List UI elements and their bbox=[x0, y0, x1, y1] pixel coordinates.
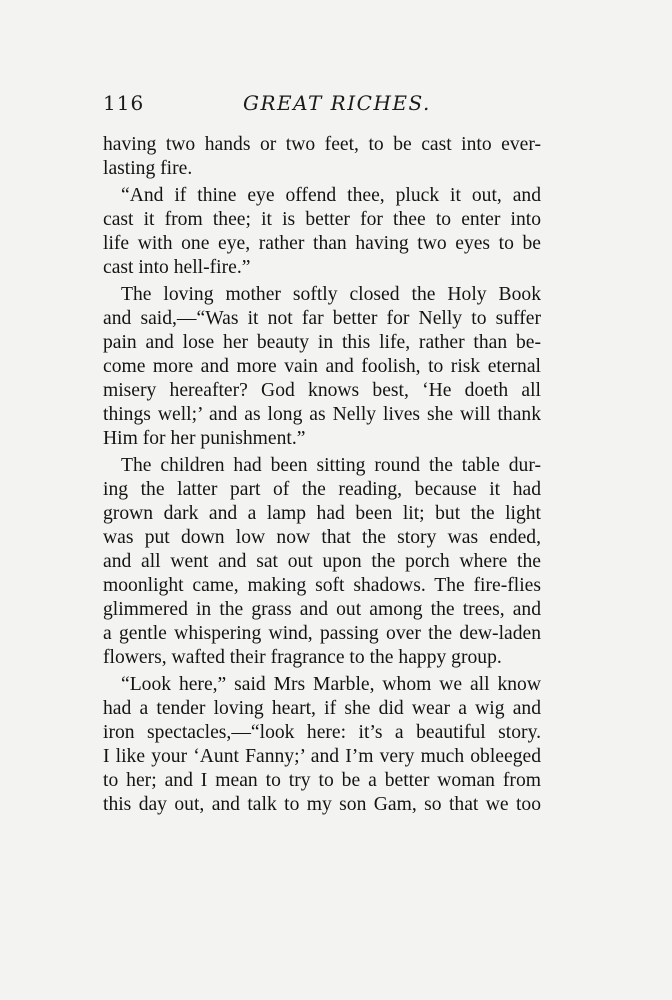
page-number: 116 bbox=[103, 91, 145, 115]
running-title: GREAT RICHES. bbox=[243, 91, 431, 115]
text-line: I like your ‘Aunt Fanny;’ and I’m very much obleeged bbox=[103, 746, 541, 767]
text-line: grown dark and a lamp had been lit; but the light bbox=[103, 503, 541, 524]
text-line: The children had been sitting round the table dur- bbox=[121, 455, 541, 476]
text-line: lasting fire. bbox=[103, 158, 193, 179]
text-line: come more and more vain and foolish, to risk eternal bbox=[103, 356, 541, 377]
text-line: “And if thine eye offend thee, pluck it out, and bbox=[121, 185, 541, 206]
text-line: to her; and I mean to try to be a better woman from bbox=[103, 770, 541, 791]
text-line: had a tender loving heart, if she did wear a wig and bbox=[103, 698, 541, 719]
text-line: cast into hell-fire.” bbox=[103, 257, 251, 278]
text-line: The loving mother softly closed the Holy Book bbox=[121, 284, 541, 305]
text-line: having two hands or two feet, to be cast into ever- bbox=[103, 134, 541, 155]
text-line: this day out, and talk to my son Gam, so that we too bbox=[103, 794, 541, 815]
text-line: ing the latter part of the reading, because it had bbox=[103, 479, 541, 500]
text-line: iron spectacles,—“look here: it’s a beautiful story. bbox=[103, 722, 541, 743]
text-line: was put down low now that the story was ended, bbox=[103, 527, 541, 548]
text-line: moonlight came, making soft shadows. The fire-flies bbox=[103, 575, 541, 596]
page-header bbox=[103, 91, 541, 121]
text-line: life with one eye, rather than having two eyes to be bbox=[103, 233, 541, 254]
text-line: Him for her punishment.” bbox=[103, 428, 306, 449]
text-line: glimmered in the grass and out among the trees, and bbox=[103, 599, 541, 620]
text-line: “Look here,” said Mrs Marble, whom we all know bbox=[121, 674, 541, 695]
text-line: cast it from thee; it is better for thee to enter into bbox=[103, 209, 541, 230]
text-line: a gentle whispering wind, passing over the dew-laden bbox=[103, 623, 541, 644]
text-line: pain and lose her beauty in this life, rather than be- bbox=[103, 332, 541, 353]
body-text bbox=[103, 133, 541, 817]
text-line: and all went and sat out upon the porch where the bbox=[103, 551, 541, 572]
text-line: and said,—“Was it not far better for Nelly to suffer bbox=[103, 308, 541, 329]
text-line: things well;’ and as long as Nelly lives she will thank bbox=[103, 404, 541, 425]
text-line: flowers, wafted their fragrance to the happy group. bbox=[103, 647, 502, 668]
text-line: misery hereafter? God knows best, ‘He doeth all bbox=[103, 380, 541, 401]
